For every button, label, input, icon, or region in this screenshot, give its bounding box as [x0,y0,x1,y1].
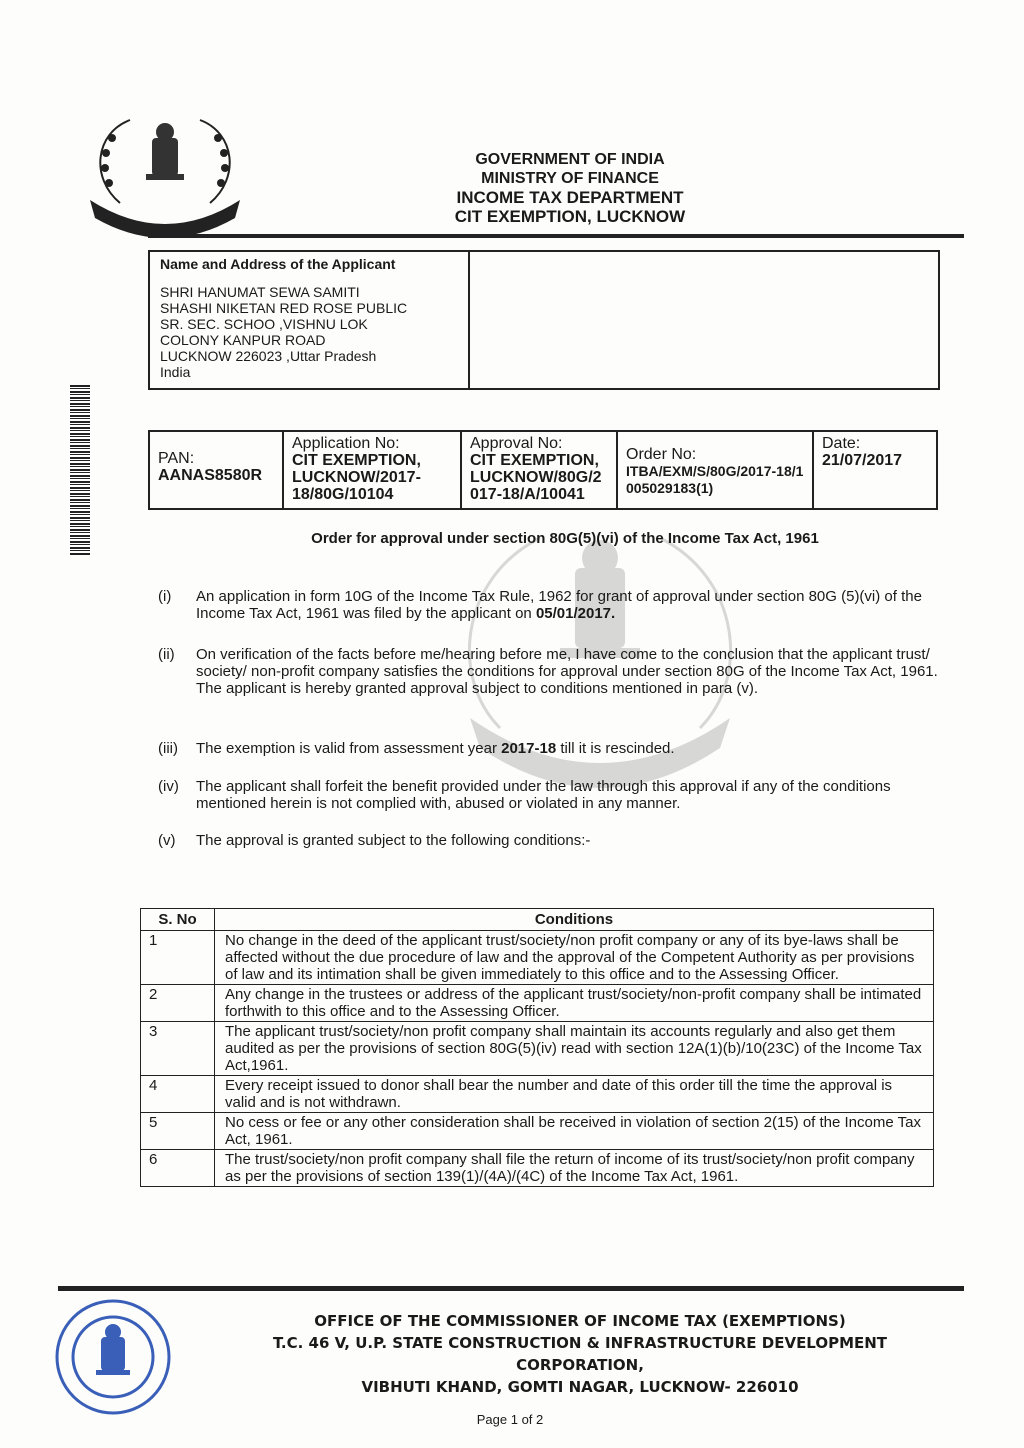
header-divider [148,234,964,238]
paragraph-text: The applicant shall forfeit the benefit provided under the law through this approval if any of the conditions mentioned herein is not complied with, abused or violated in any manner. [196,778,891,812]
table-row [141,1076,934,1113]
order-no-label: Order No: [626,446,697,463]
paragraph-number: (i) [158,588,172,605]
applicant-address [160,284,458,380]
paragraph-number: (iii) [158,740,178,757]
row-condition: No change in the deed of the applicant trust/society/non profit company or any of its bye-laws shall be affected without the due procedure of law and the approval of the Competent Authority as per provisions of law and its intimation shall be given immediately to this office and to the Assessing Officer. [215,931,934,985]
order-title: Order for approval under section 80G(5)(vi) of the Income Tax Act, 1961 [311,530,819,547]
paragraph-number: (v) [158,832,176,849]
applicant-label: Name and Address of the Applicant [160,256,396,272]
row-sno: 4 [141,1076,215,1113]
approval-no-label: Approval No: [470,435,563,452]
footer-address-line: VIBHUTI KHAND, GOMTI NAGAR, LUCKNOW- 226010 [361,1378,799,1396]
row-sno: 1 [141,931,215,985]
application-no-value: CIT EXEMPTION, LUCKNOW/2017-18/80G/10104 [292,452,421,503]
table-row [141,985,934,1022]
row-condition: The applicant trust/society/non profit company shall maintain its accounts regularly and also get them audited as per the provisions of section 80G(5)(iv) read with section 12A(1)(b)/10(23C) of the Income Tax Act,1961. [215,1022,934,1076]
paragraph-i-text: An application in form 10G of the Income Tax Rule, 1962 for grant of approval under section 80G (5)(vi) of the Income Tax Act, 1961 was filed by the applicant on [196,588,922,622]
row-condition: Every receipt issued to donor shall bear the number and date of this order till the time the approval is valid and is not withdrawn. [215,1076,934,1113]
paragraph-text: On verification of the facts before me/hearing before me, I have come to the conclusion that the applicant trust/ society/ non-profit company satisfies the conditions for approval under section 80G of the Income Tax Act, 1961. The applicant is hereby granted approval subject to conditions mentioned in para (v). [196,646,938,697]
document-header [420,150,720,226]
row-sno: 3 [141,1022,215,1076]
row-condition: Any change in the trustees or address of the applicant trust/society/non-profit company shall be intimated forthwith to this office and to the Assessing Officer. [215,985,934,1022]
paragraph-iii-pre: The exemption is valid from assessment year [196,740,497,757]
paragraph-iii-post: till it is rescinded. [560,740,675,757]
office-seal-stamp [38,1292,188,1422]
assessment-year: 2017-18 [501,740,557,757]
header-department: INCOME TAX DEPARTMENT [456,188,684,207]
paragraph-iv [150,778,940,812]
pan-label: PAN: [158,450,195,467]
table-row [141,1113,934,1150]
date-cell [814,432,936,508]
barcode [70,385,90,555]
address-line: India [160,364,191,380]
office-address-footer [210,1310,950,1398]
application-no-cell [284,432,462,508]
paragraph-iii [150,740,940,757]
income-tax-department-logo [80,108,250,238]
footer-office-name: OFFICE OF THE COMMISSIONER OF INCOME TAX (EXEMPTIONS) [314,1312,846,1330]
row-sno: 5 [141,1113,215,1150]
paragraph-v [150,832,940,849]
paragraph-text [196,588,940,622]
column-header-sno: S. No [141,909,215,931]
paragraph-text [196,740,940,757]
conditions-table [140,908,934,1187]
order-no-value: ITBA/EXM/S/80G/2017-18/1005029183(1) [626,463,804,496]
date-value: 21/07/2017 [822,452,903,469]
footer-address-line: T.C. 46 V, U.P. STATE CONSTRUCTION & INFRASTRUCTURE DEVELOPMENT CORPORATION, [272,1334,888,1374]
header-ministry: MINISTRY OF FINANCE [481,170,659,187]
application-no-label: Application No: [292,435,400,452]
applicant-blank-cell [470,252,938,388]
paragraph-number: (ii) [158,646,175,663]
address-line: SHASHI NIKETAN RED ROSE PUBLIC [160,300,408,316]
row-sno: 6 [141,1150,215,1187]
filing-date: 05/01/2017. [535,605,616,622]
order-info-table [148,430,938,510]
paragraph-i [150,588,940,622]
paragraph-text: The approval is granted subject to the following conditions:- [196,832,591,849]
approval-no-value: CIT EXEMPTION, LUCKNOW/80G/2017-18/A/10041 [470,452,602,503]
date-label: Date: [822,435,861,452]
table-row [141,931,934,985]
header-office: CIT EXEMPTION, LUCKNOW [454,207,686,226]
column-header-conditions: Conditions [215,909,934,931]
address-line: COLONY KANPUR ROAD [160,332,326,348]
paragraph-number: (iv) [158,778,179,795]
address-line: SR. SEC. SCHOO ,VISHNU LOK [160,316,368,332]
pan-value: AANAS8580R [158,467,263,484]
address-line: LUCKNOW 226023 ,Uttar Pradesh [160,348,377,364]
table-header-row [141,909,934,931]
footer-divider [58,1286,964,1291]
row-condition: No cess or fee or any other consideration shall be received in violation of section 2(15) of the Income Tax Act, 1961. [215,1113,934,1150]
paragraph-ii [150,646,940,697]
pan-cell [150,432,284,508]
applicant-box [148,250,940,390]
header-government: GOVERNMENT OF INDIA [475,151,665,168]
address-line: SHRI HANUMAT SEWA SAMITI [160,284,360,300]
page-number: Page 1 of 2 [476,1412,544,1427]
approval-no-cell [462,432,618,508]
row-condition: The trust/society/non profit company shall file the return of income of its trust/society/non profit company as per the provisions of section 139(1)/(4A)/(4C) of the Income Tax Act, 1961. [215,1150,934,1187]
table-row [141,1022,934,1076]
order-no-cell [618,432,814,508]
table-row [141,1150,934,1187]
row-sno: 2 [141,985,215,1022]
applicant-details [150,252,470,388]
